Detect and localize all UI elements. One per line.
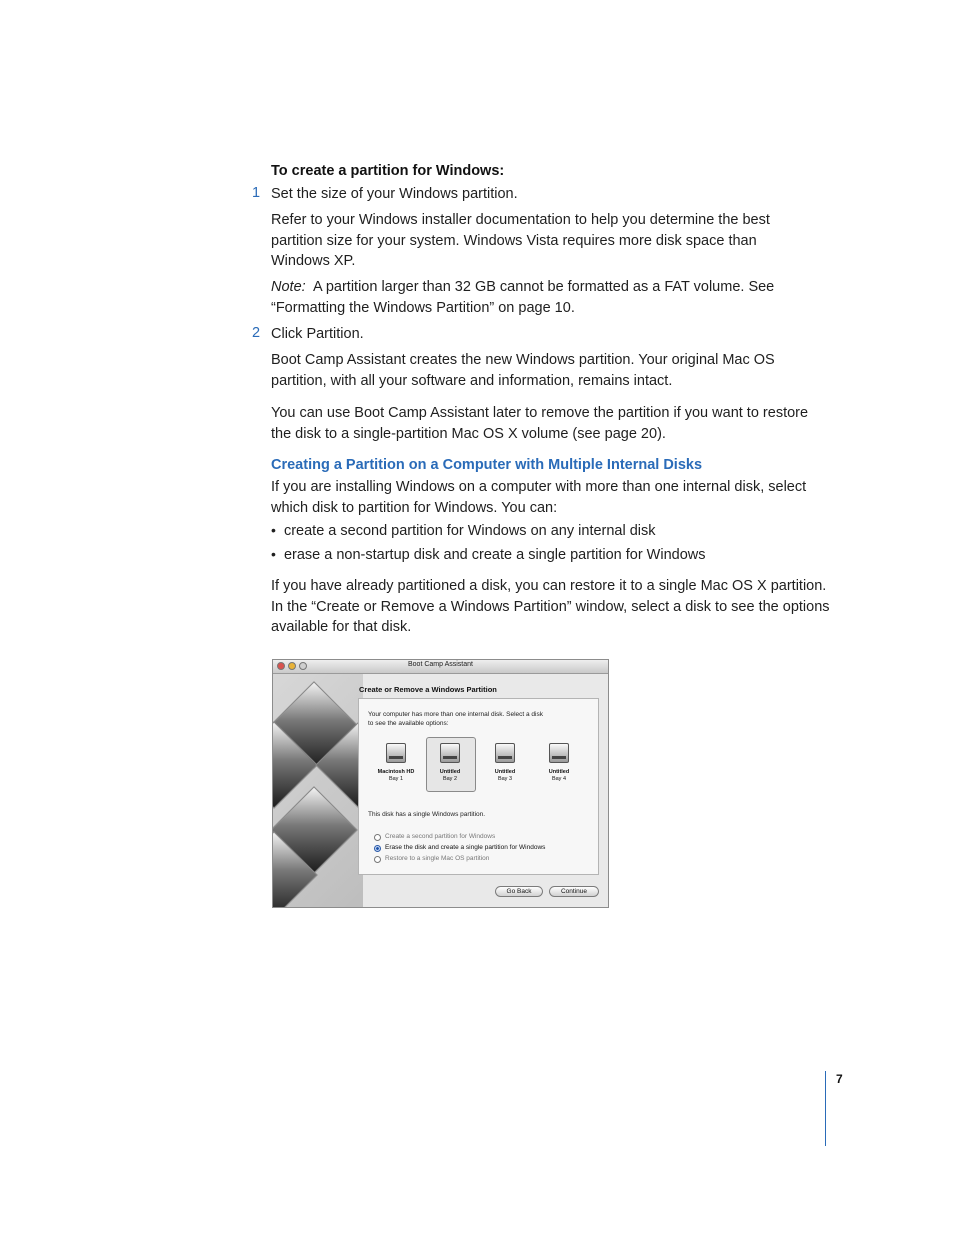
hard-disk-icon (438, 741, 462, 765)
text-line: which disk to partition for Windows. You can: (271, 499, 558, 516)
text-line: Windows XP. (271, 253, 356, 269)
procedure-heading: To create a partition for Windows: (271, 163, 505, 179)
disk-name: Untitled (439, 769, 461, 775)
options-panel (358, 698, 599, 875)
boot-camp-screenshot (272, 659, 609, 908)
disk-bay: Bay 1 (388, 776, 404, 782)
disk-label (534, 769, 584, 783)
radio-button-selected[interactable] (374, 845, 381, 852)
list-item (271, 520, 706, 544)
disk-item[interactable] (480, 741, 530, 789)
window-title: Boot Camp Assistant (408, 661, 473, 668)
disk-label (480, 769, 530, 783)
disk-bay: Bay 2 (442, 776, 458, 782)
option-label: Erase the disk and create a single partition for Windows (385, 844, 546, 851)
option-label: Create a second partition for Windows (385, 833, 496, 840)
para-installer-doc (271, 210, 770, 272)
note-label: Note: (271, 279, 306, 295)
text-line: A partition larger than 32 GB cannot be formatted as a FAT volume. See (312, 279, 775, 295)
text-line: partition, with all your software and information, remains intact. (271, 372, 673, 389)
disk-name: Untitled (548, 769, 570, 775)
radio-button[interactable] (374, 856, 381, 863)
list-item-text: erase a non-startup disk and create a single partition for Windows (283, 547, 706, 563)
hard-disk-icon (493, 741, 517, 765)
disk-item[interactable] (371, 741, 421, 789)
text-line: the disk to a single-partition Mac OS X volume (see page 20). (271, 425, 666, 442)
list-item-text: create a second partition for Windows on any internal disk (283, 523, 656, 539)
disk-item-selected[interactable] (425, 741, 475, 789)
para-multiple-disks (271, 477, 806, 518)
window-titlebar (273, 660, 608, 674)
step-2-number: 2 (252, 325, 261, 341)
text-line: available for that disk. (271, 619, 412, 635)
disk-bay: Bay 3 (497, 776, 513, 782)
disk-bay: Bay 4 (551, 776, 567, 782)
text-line: Refer to your Windows installer documentation to help you determine the best (271, 212, 770, 228)
bullet-list (271, 520, 706, 566)
text-line: Boot Camp Assistant creates the new Windows partition. Your original Mac OS (271, 352, 775, 368)
text-line: If you have already partitioned a disk, you can restore it to a single Mac OS X partition. (271, 578, 827, 594)
note-block (271, 277, 774, 318)
section-subheading: Creating a Partition on a Computer with Multiple Internal Disks (271, 457, 703, 473)
list-item (271, 544, 706, 566)
disk-name: Untitled (494, 769, 516, 775)
hard-disk-icon (384, 741, 408, 765)
hard-disk-icon (547, 741, 571, 765)
disk-label (371, 769, 421, 783)
status-text: This disk has a single Windows partition. (368, 811, 486, 818)
text-line: partition size for your system. Windows Vista requires more disk space than (271, 232, 757, 249)
text-line: In the “Create or Remove a Windows Partition” window, select a disk to see the options (271, 598, 830, 615)
go-back-button[interactable]: Go Back (495, 886, 543, 897)
page-number: 7 (836, 1072, 843, 1086)
disk-label (425, 769, 475, 783)
step-1-number: 1 (252, 185, 261, 201)
disk-item[interactable] (534, 741, 584, 789)
text-line: Your computer has more than one internal disk. Select a disk (368, 711, 543, 718)
step-2-text: Click Partition. (271, 326, 364, 342)
para-already-partitioned (271, 576, 830, 638)
bullet-dot: • (271, 546, 276, 562)
para-creates-partition (271, 350, 775, 391)
text-line: If you are installing Windows on a computer with more than one internal disk, select (271, 479, 807, 495)
dialog-title: Create or Remove a Windows Partition (359, 685, 497, 694)
text-line: You can use Boot Camp Assistant later to remove the partition if you want to restore (271, 405, 809, 421)
para-remove-partition (271, 403, 808, 444)
continue-button[interactable]: Continue (549, 886, 599, 897)
intro-text (368, 711, 543, 728)
radio-button[interactable] (374, 834, 381, 841)
windows-logo-art (273, 674, 363, 908)
bullet-dot: • (271, 522, 276, 538)
option-label: Restore to a single Mac OS partition (385, 855, 490, 862)
page-number-rule (825, 1071, 826, 1146)
text-line: “Formatting the Windows Partition” on page 10. (271, 299, 575, 316)
step-1-text: Set the size of your Windows partition. (271, 186, 518, 202)
text-line: to see the available options: (368, 719, 449, 727)
disk-name: Macintosh HD (377, 769, 415, 775)
